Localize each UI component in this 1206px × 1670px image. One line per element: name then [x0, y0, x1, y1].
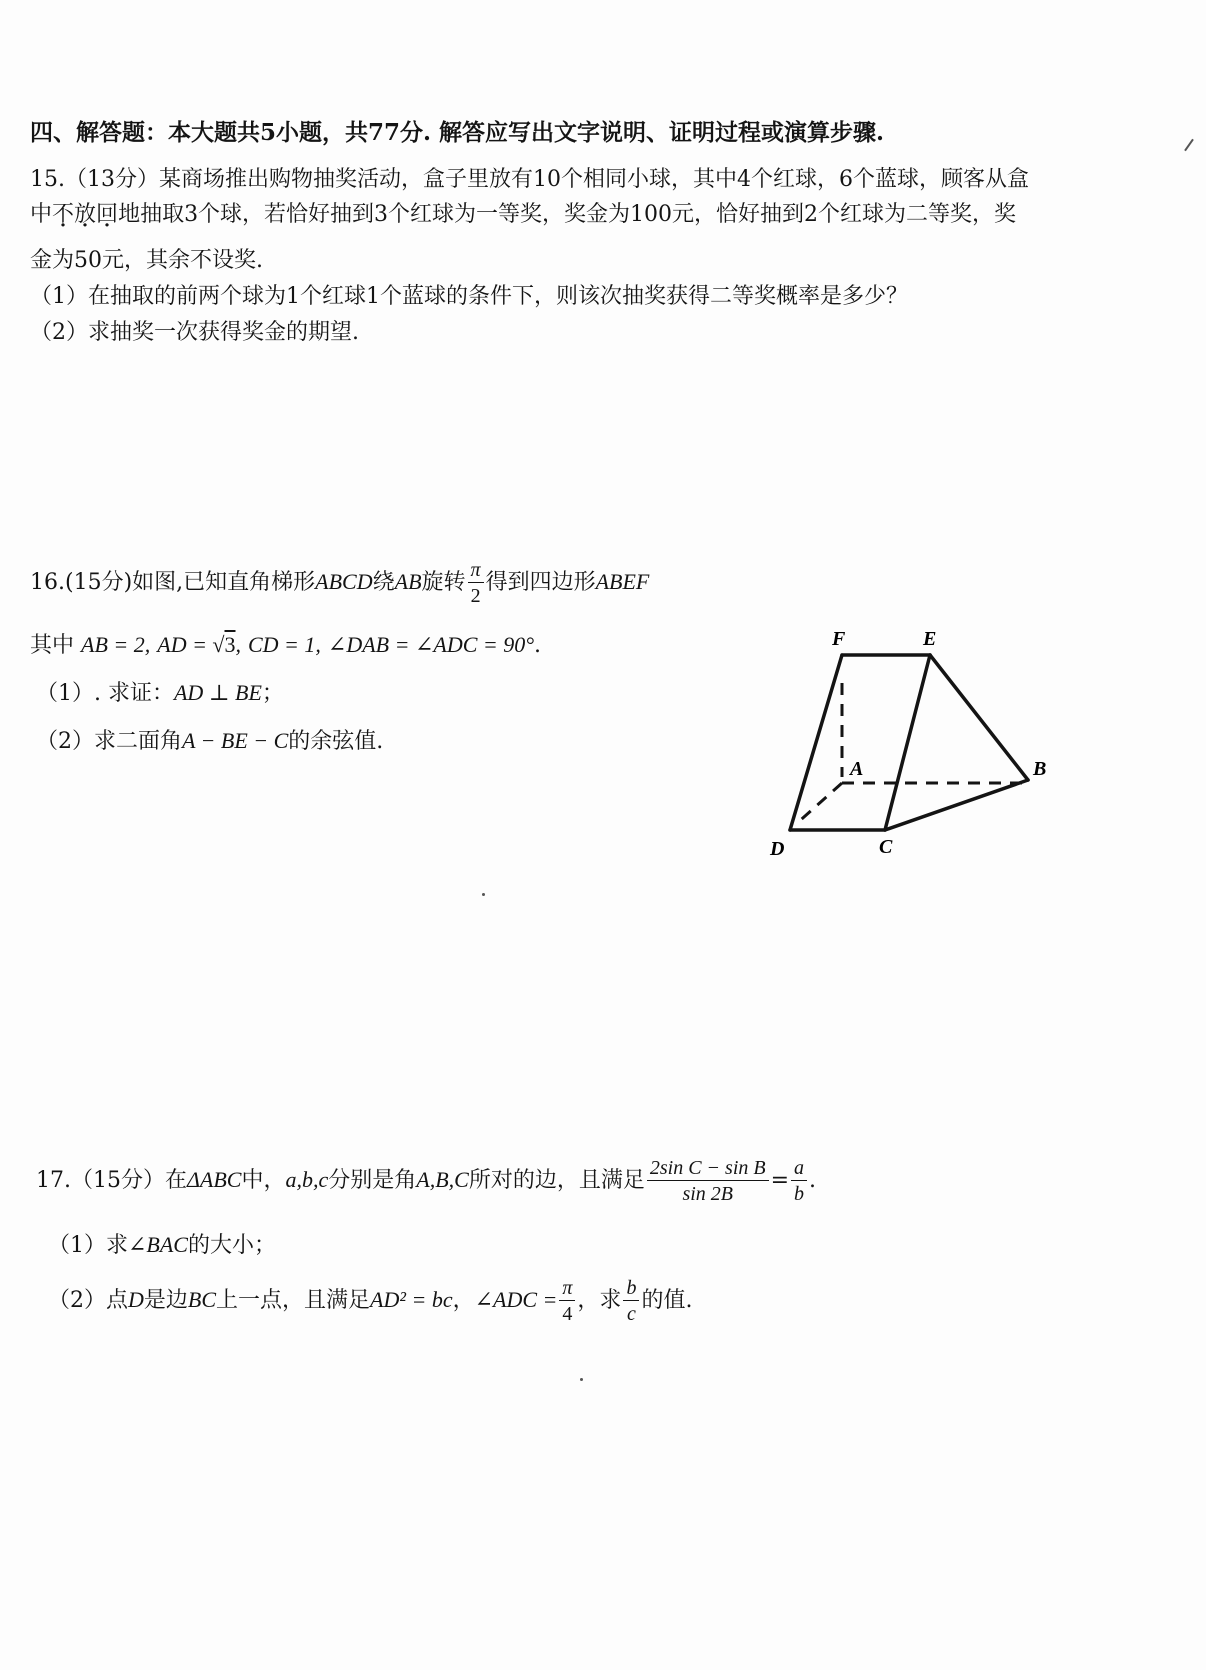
q17-part1	[48, 1230, 276, 1261]
emphasis-char: 不	[52, 202, 75, 227]
section-heading: 四、解答题：本大题共5小题，共77分. 解答应写出文字说明、证明过程或演算步骤.	[30, 119, 885, 146]
q15-points: （13分）	[65, 167, 159, 192]
q17-rhs-fraction	[791, 1158, 807, 1204]
q16-text: 得到四边形	[485, 570, 596, 595]
q17-part2-label: （2）点	[48, 1288, 128, 1313]
q15-line1	[30, 165, 1029, 195]
q16-part2-math: A − BE − C	[182, 728, 289, 753]
q17-angle-adc: ∠ADC =	[474, 1287, 558, 1312]
q16-text: 如图,已知直角梯形	[132, 570, 316, 595]
label-E: E	[923, 628, 937, 650]
q15-line3: 金为50元，其余不设奖.	[30, 248, 263, 273]
scan-speck	[1184, 139, 1194, 152]
q17-text: 分别是角	[328, 1168, 417, 1193]
q17-part1-math: ∠BAC	[128, 1232, 188, 1257]
label-F: F	[832, 628, 846, 650]
edge-EB	[930, 655, 1028, 780]
q17-text: ，求	[577, 1288, 622, 1313]
q17-text: 在	[165, 1168, 188, 1193]
label-A: A	[850, 758, 864, 780]
q17-text: 所对的边，且满足	[468, 1168, 645, 1193]
q16-condition-ad	[157, 632, 241, 657]
q15-number: 15.	[30, 167, 65, 192]
pi-over-2-fraction	[468, 560, 484, 606]
q16-condition-cd: CD = 1,	[248, 632, 321, 657]
q16-part2-label: （2）求二面角	[36, 729, 182, 754]
fraction-numerator: b	[623, 1278, 639, 1301]
q17-edge-bc: BC	[187, 1287, 217, 1312]
q17-part1-end: 的大小；	[187, 1233, 276, 1258]
q16-condition-angles: ∠DAB = ∠ADC = 90°	[327, 632, 535, 657]
q17-sides: a,b,c	[285, 1167, 329, 1192]
fraction-denominator: sin 2B	[682, 1183, 733, 1205]
fraction-denominator: 4	[562, 1303, 573, 1325]
edge-CB	[885, 780, 1028, 830]
q16-points: (15分)	[65, 570, 133, 595]
q16-conditions	[30, 630, 541, 661]
q17-text: 的值.	[641, 1288, 693, 1313]
q16-condition-ab: AB = 2,	[81, 632, 151, 657]
label-C: C	[879, 836, 893, 858]
fraction-numerator: a	[791, 1158, 807, 1181]
q17-part2	[48, 1278, 692, 1324]
fraction-numerator: π	[559, 1278, 575, 1301]
fraction-numerator: 2sin C − sin B	[647, 1158, 769, 1181]
q17-condition-fraction	[647, 1158, 769, 1204]
q17-text: 中，	[241, 1168, 286, 1193]
fraction-denominator: c	[626, 1303, 636, 1325]
q15-part1: （1）在抽取的前两个球为1个红球1个蓝球的条件下，则该次抽奖获得二等奖概率是多少？	[30, 284, 908, 309]
q15-line2-rest: 地抽取3个球，若恰好抽到3个红球为一等奖，奖金为100元，恰好抽到2个红球为二等奖，奖	[118, 202, 1017, 227]
q17-points: （15分）	[71, 1168, 165, 1193]
q15-text-line1: 某商场推出购物抽奖活动，盒子里放有10个相同小球，其中4个红球，6个蓝球，顾客从盒	[159, 167, 1029, 192]
q16-part1-end: ；	[261, 681, 284, 706]
q17-point-d: D	[128, 1287, 144, 1312]
q17-period: .	[809, 1168, 817, 1193]
q17-triangle: ΔABC	[187, 1167, 242, 1192]
q16-part2-end: 的余弦值.	[288, 729, 384, 754]
fraction-numerator: π	[468, 560, 484, 583]
q16-number: 16.	[30, 570, 65, 595]
scan-speck	[482, 893, 485, 896]
q15-line2	[30, 200, 1016, 230]
q17-text: 是边	[143, 1288, 188, 1313]
q17-ad-squared: AD² = bc	[370, 1287, 453, 1312]
label-D: D	[770, 838, 785, 860]
q17-part1-label: （1）求	[48, 1233, 128, 1258]
q17-text: 上一点，且满足	[216, 1288, 371, 1313]
q16-quad-name: ABEF	[595, 569, 650, 594]
q16-comma: ,	[235, 632, 241, 657]
q16-part1-math: AD ⊥ BE	[173, 680, 262, 705]
sqrt-radicand: 3	[224, 632, 236, 657]
q16-part2	[36, 726, 383, 757]
emphasis-char: 回	[96, 202, 119, 227]
q16-trapezoid-name: ABCD	[315, 569, 373, 594]
q16-text: 绕	[372, 570, 395, 595]
equals-sign: =	[770, 1168, 790, 1193]
q15-line2-start: 中	[30, 202, 53, 227]
q17-number: 17.	[36, 1168, 71, 1193]
emphasis-char: 放	[74, 202, 97, 227]
q16-part1	[36, 678, 284, 709]
q17-intro	[36, 1158, 816, 1204]
q16-intro	[30, 560, 649, 606]
q16-condition-ad-lhs: AD = √	[157, 632, 225, 657]
q16-text: 其中	[30, 633, 75, 658]
fraction-denominator: b	[794, 1183, 805, 1205]
edge-FD	[790, 655, 842, 830]
q17-angles: A,B,C	[416, 1167, 469, 1192]
q15-part2: （2）求抽奖一次获得奖金的期望.	[30, 320, 359, 345]
q16-text: 旋转	[421, 570, 466, 595]
q17-separator: ，	[452, 1288, 475, 1313]
edge-EC	[885, 655, 930, 830]
b-over-c-fraction	[623, 1278, 639, 1324]
label-B: B	[1033, 758, 1047, 780]
q16-axis-name: AB	[394, 569, 422, 594]
scan-speck	[580, 1378, 583, 1381]
fraction-denominator: 2	[470, 585, 481, 607]
pi-over-4-fraction	[559, 1278, 575, 1324]
q16-part1-label: （1）. 求证：	[36, 681, 174, 706]
q16-period: .	[534, 633, 542, 658]
geometry-figure	[770, 628, 1100, 915]
